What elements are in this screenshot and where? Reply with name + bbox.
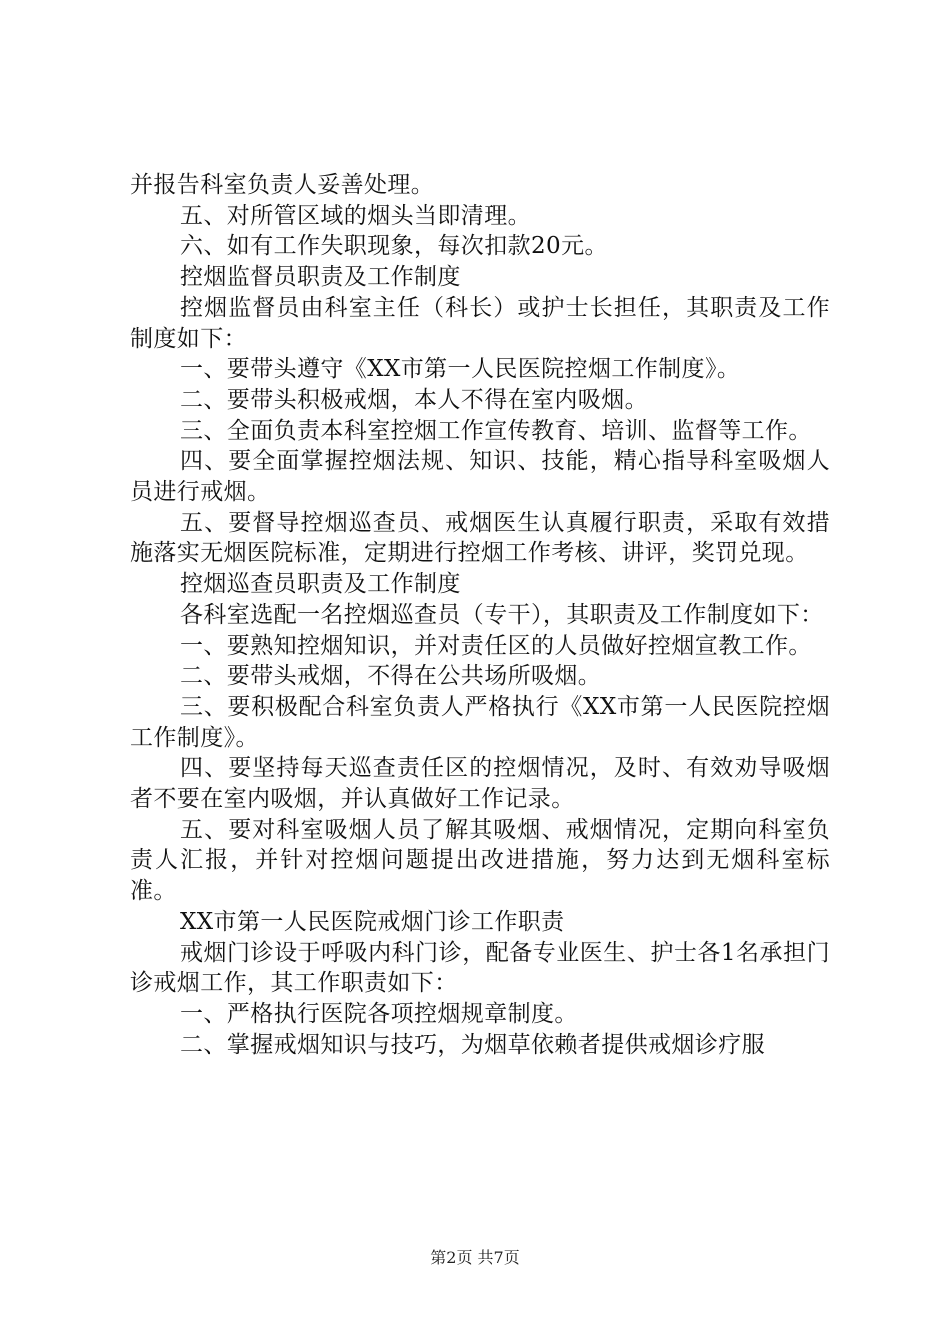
paragraph-3: 六、如有工作失职现象，每次扣款20元。 xyxy=(180,233,608,260)
paragraph-10: 五、要督导控烟巡查员、戒烟医生认真履行职责，采取有效措施落实无烟医院标准，定期进行控烟工作考核、讲评，奖罚兑现。 xyxy=(130,509,830,567)
paragraph-19: 戒烟门诊设于呼吸内科门诊，配备专业医生、护士各1名承担门诊戒烟工作，其工作职责如下： xyxy=(130,939,830,997)
paragraph-7: 二、要带头积极戒烟，本人不得在室内吸烟。 xyxy=(180,386,648,413)
paragraph-16: 四、要坚持每天巡查责任区的控烟情况，及时、有效劝导吸烟者不要在室内吸烟，并认真做好工作记录。 xyxy=(130,755,830,813)
paragraph-2: 五、对所管区域的烟头当即清理。 xyxy=(180,202,531,229)
paragraph-20: 一、严格执行医院各项控烟规章制度。 xyxy=(180,1000,578,1027)
paragraph-8: 三、全面负责本科室控烟工作宣传教育、培训、监督等工作。 xyxy=(180,417,812,444)
section-heading-inspector: 控烟巡查员职责及工作制度 xyxy=(180,571,461,598)
paragraph-15: 三、要积极配合科室负责人严格执行《XX市第一人民医院控烟工作制度》。 xyxy=(130,693,830,751)
document-body xyxy=(130,170,830,1060)
page-number-footer: 第2页 共7页 xyxy=(430,1248,520,1267)
paragraph-6: 一、要带头遵守《XX市第一人民医院控烟工作制度》。 xyxy=(180,356,741,383)
paragraph-1: 并报告科室负责人妥善处理。 xyxy=(130,172,435,198)
section-heading-supervisor: 控烟监督员职责及工作制度 xyxy=(180,264,461,291)
paragraph-17: 五、要对科室吸烟人员了解其吸烟、戒烟情况，定期向科室负责人汇报，并针对控烟问题提出改进措施，努力达到无烟科室标准。 xyxy=(130,816,830,905)
paragraph-9: 四、要全面掌握控烟法规、知识、技能，精心指导科室吸烟人员进行戒烟。 xyxy=(130,448,830,506)
paragraph-14: 二、要带头戒烟，不得在公共场所吸烟。 xyxy=(180,663,602,690)
section-heading-clinic: XX市第一人民医院戒烟门诊工作职责 xyxy=(180,908,565,935)
paragraph-21: 二、掌握戒烟知识与技巧，为烟草依赖者提供戒烟诊疗服 xyxy=(180,1031,765,1058)
paragraph-12: 各科室选配一名控烟巡查员（专干），其职责及工作制度如下： xyxy=(180,601,824,628)
paragraph-13: 一、要熟知控烟知识，并对责任区的人员做好控烟宣教工作。 xyxy=(180,632,812,659)
paragraph-5: 控烟监督员由科室主任（科长）或护士长担任，其职责及工作制度如下： xyxy=(130,294,830,352)
